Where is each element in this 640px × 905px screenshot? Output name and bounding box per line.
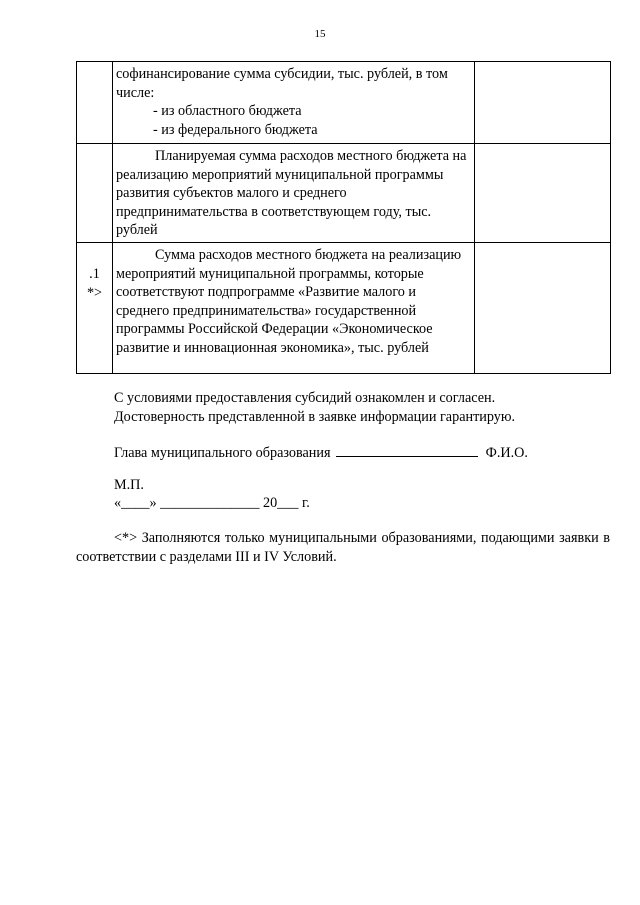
row-text: софинансирование сумма субсидии, тыс. рублей, в том числе: [116, 66, 448, 101]
sub-item-regional: - из областного бюджета [153, 103, 302, 120]
row-number-cell [77, 144, 113, 243]
agreement-line-2: Достоверность представленной в заявке информации гарантирую. [114, 409, 516, 425]
row-description-cell [113, 242, 475, 373]
table-row [77, 62, 611, 144]
date-line: «____» ______________ 20___ г. [114, 495, 310, 511]
signature-blank [336, 442, 478, 457]
signature-name: Ф.И.О. [485, 445, 528, 461]
stamp-label: М.П. [114, 477, 144, 493]
budget-table [76, 61, 611, 374]
row-number-cell [77, 62, 113, 144]
row-value-cell [475, 144, 611, 243]
row-text: Планируемая сумма расходов местного бюджета на реализацию мероприятий муниципальной программы развития субъектов малого и среднего предпринимательства в соответствующем году, тыс. рублей [116, 148, 467, 239]
row-number-cell [77, 242, 113, 373]
agreement-line-1: С условиями предоставления субсидий ознакомлен и согласен. [114, 390, 496, 406]
row-value-cell [475, 62, 611, 144]
page-number: 15 [314, 28, 326, 40]
table-row [77, 144, 611, 243]
row-number: .1 [89, 265, 100, 282]
footnote: <*> Заполняются только муниципальными образованиями, подающими заявки в соответствии с разделами III и IV Условий. [76, 530, 610, 565]
signature-label: Глава муниципального образования [114, 445, 331, 461]
table-row [77, 242, 611, 373]
signature-line [114, 442, 528, 463]
row-description-cell [113, 62, 475, 144]
row-text: Сумма расходов местного бюджета на реализацию мероприятий муниципальной программы, которые соответствуют подпрограмме «Развитие малого и среднего предпринимательства» государственной программы Российской Федерации «Экономическое развитие и инновационная экономика», тыс. рублей [116, 246, 462, 356]
row-number-footnote-mark: *> [86, 284, 103, 301]
sub-item-federal: - из федерального бюджета [153, 121, 318, 138]
row-description-cell [113, 144, 475, 243]
row-value-cell [475, 242, 611, 373]
